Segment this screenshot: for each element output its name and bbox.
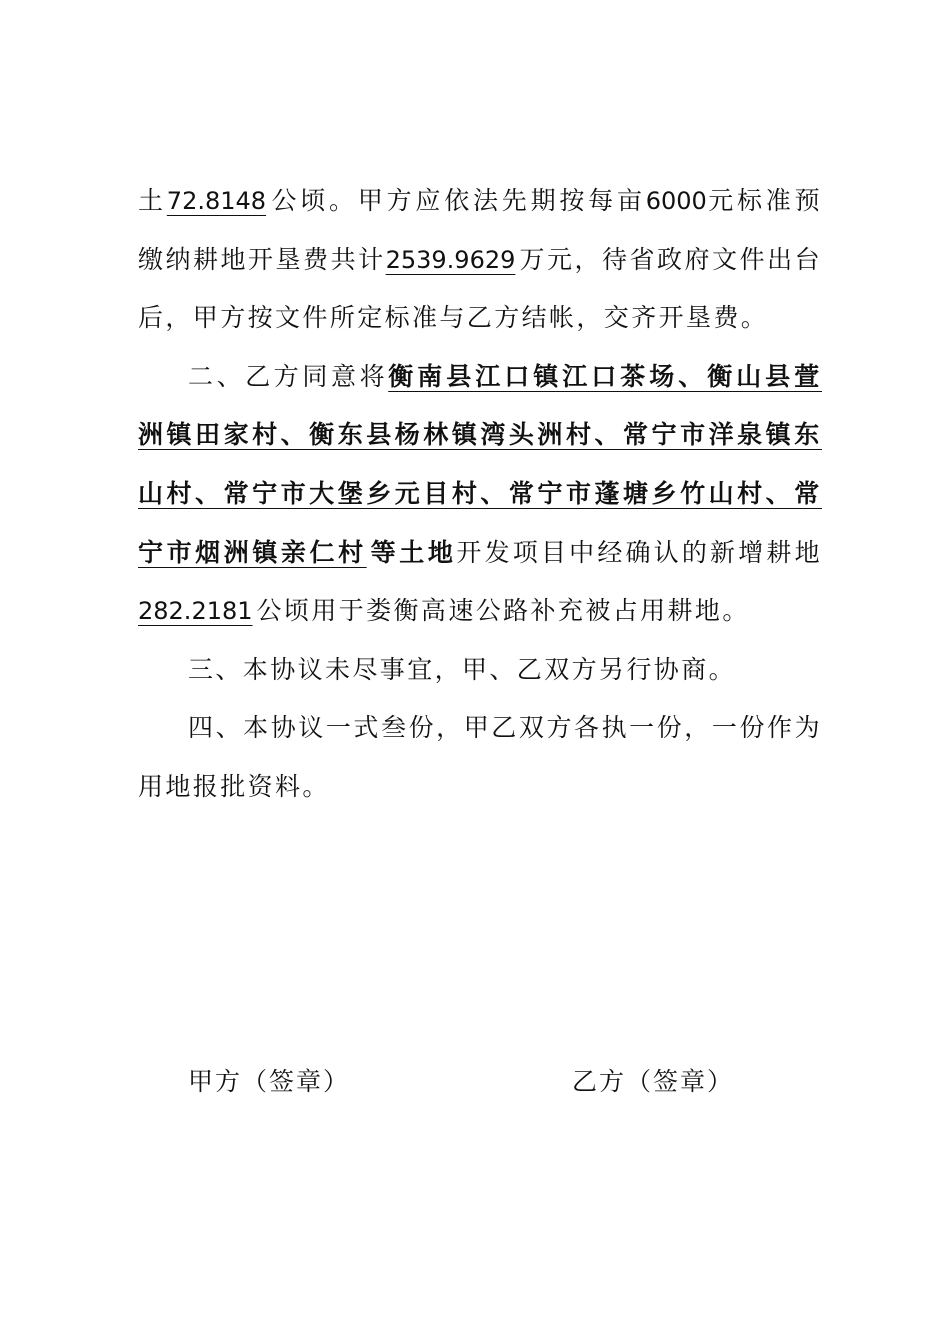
- text-fragment: 公顷用于娄衡高速公路补充被占用耕地。: [256, 596, 750, 626]
- text-fragment: 元标准预缴纳耕地开垦费共计: [138, 186, 822, 274]
- paragraph-clause-four: 四、本协议一式叁份，甲乙双方各执一份，一份作为用地报批资料。: [138, 713, 822, 801]
- text-fragment: 万元，待省政府文件出台后，甲方按文件所定标准与乙方结帐，交齐开垦费。: [138, 244, 822, 333]
- land-area-value: 72.8148: [166, 187, 267, 215]
- text-fragment: 二、乙方同意将: [188, 361, 389, 391]
- agreement-body: [138, 172, 822, 817]
- fee-total-value: 2539.9629: [385, 245, 516, 274]
- project-locations: 衡南县江口镇江口茶场、衡山县萱洲镇田家村、衡东县杨林镇湾头洲村、常宁市洋泉镇东山村、常宁市大堡乡元目村、常宁市蓬塘乡竹山村、常宁市烟洲镇亲仁村: [138, 361, 822, 567]
- text-fragment: 土: [138, 186, 167, 215]
- new-farmland-area-value: 282.2181: [138, 597, 253, 626]
- rate-value: 6000: [645, 187, 707, 215]
- paragraph-clause-two: [138, 348, 822, 641]
- text-fragment-bold: 等土地: [370, 537, 457, 567]
- signature-block: [0, 1062, 950, 1102]
- paragraph-clause-three: 三、本协议未尽事宜，甲、乙双方另行协商。: [188, 654, 737, 684]
- party-a-signature: 甲方（签章）: [188, 1067, 351, 1096]
- text-fragment: 开发项目中经确认的新增耕地: [456, 537, 822, 567]
- paragraph-fee-terms: [138, 172, 822, 348]
- party-b-signature: 乙方（签章）: [572, 1067, 735, 1096]
- text-fragment: 公顷。甲方应依法先期按每亩: [270, 186, 646, 215]
